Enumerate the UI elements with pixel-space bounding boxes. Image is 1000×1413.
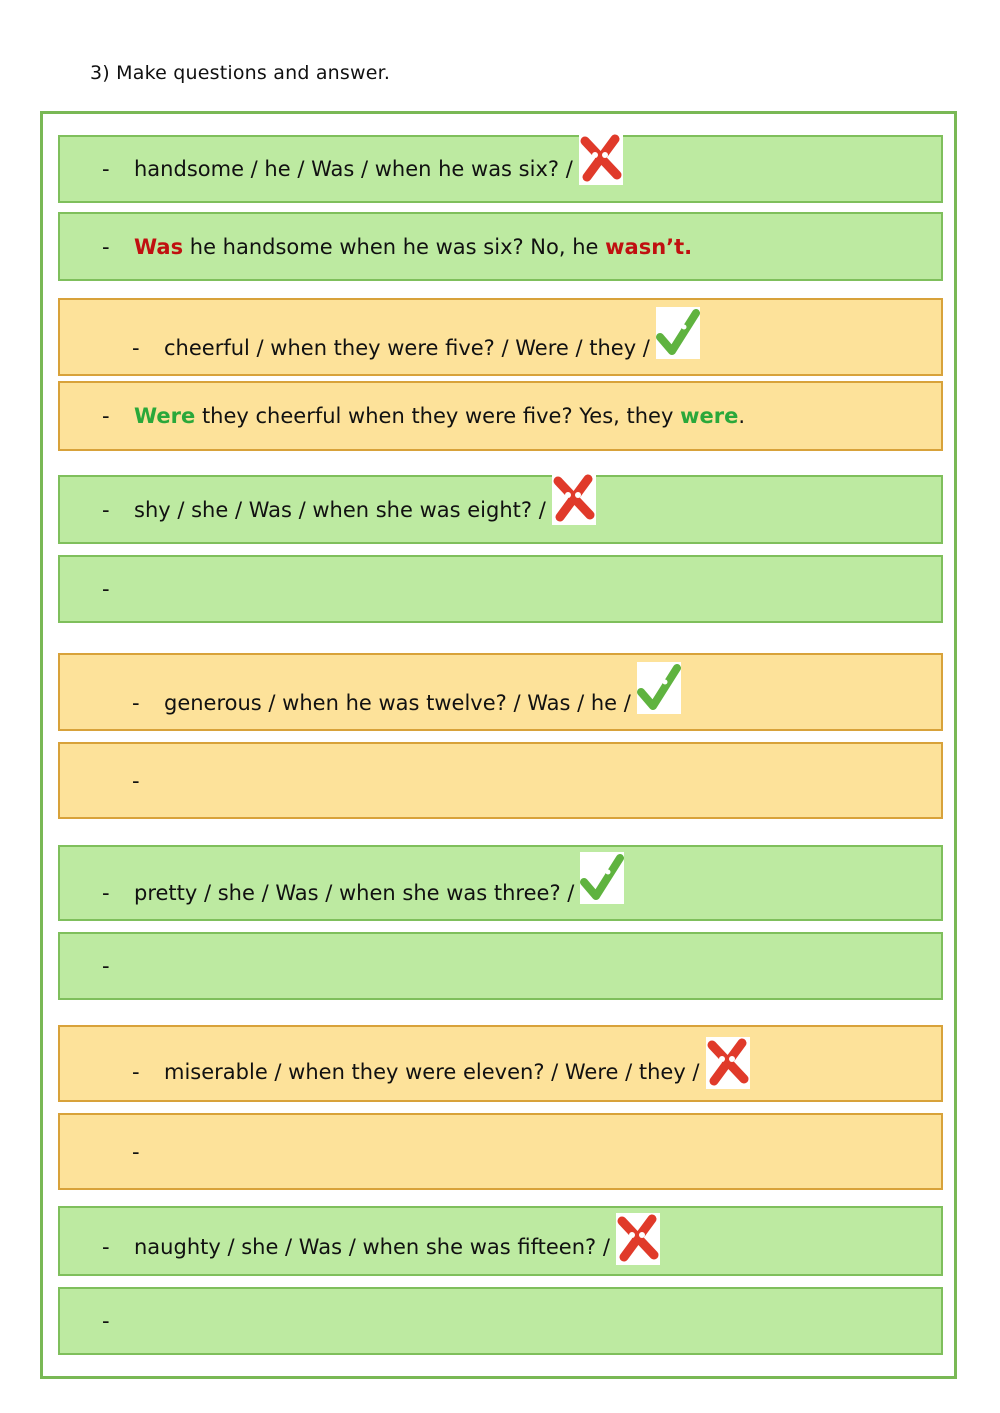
bullet-dash: - [132,1059,140,1084]
bullet-dash: - [132,691,140,715]
prompt-row-3 [58,475,943,544]
bullet-dash: - [102,1235,110,1259]
answer-short: were [680,404,739,428]
bullet-dash: - [132,336,140,360]
answer-row-4[interactable] [58,742,943,819]
bullet-dash: - [102,577,110,601]
bullet-dash: - [102,404,110,428]
prompt-text: shy / she / Was / when she was eight? / [134,497,546,522]
bullet-dash: - [132,768,140,793]
answer-middle: they cheerful when they were five? Yes, they [195,404,681,428]
prompt-row-6 [58,1025,943,1102]
prompt-text: naughty / she / Was / when she was fifteen? / [134,1235,610,1259]
bullet-dash: - [102,881,110,905]
prompt-row-2 [58,298,943,376]
bullet-dash: - [132,1139,140,1164]
answer-row-1 [58,212,943,281]
answer-row-6[interactable] [58,1113,943,1190]
cross-icon [706,1037,750,1089]
bullet-dash: - [102,954,110,978]
answer-row-5[interactable] [58,932,943,1000]
prompt-text: handsome / he / Was / when he was six? / [134,157,573,181]
answer-row-7[interactable] [58,1287,943,1355]
check-icon [656,307,700,359]
bullet-dash: - [102,157,110,181]
prompt-text: generous / when he was twelve? / Was / he / [164,691,631,715]
bullet-dash: - [102,1309,110,1333]
cross-icon [579,133,623,185]
answer-verb: Were [134,404,196,428]
cross-icon [616,1213,660,1265]
check-icon [580,852,624,904]
prompt-text: pretty / she / Was / when she was three? / [134,881,575,905]
answer-period: . [738,404,746,428]
answer-text [134,235,692,259]
cross-icon [552,473,596,525]
prompt-text: miserable / when they were eleven? / Were / they / [164,1059,700,1084]
answer-short: wasn’t. [605,234,693,259]
prompt-row-1 [58,135,943,203]
answer-verb: Was [134,234,184,259]
prompt-row-7 [58,1206,943,1276]
prompt-row-5 [58,845,943,921]
answer-middle: he handsome when he was six? No, he [183,234,606,259]
instruction: 3) Make questions and answer. [90,62,391,84]
answer-text [134,404,745,428]
prompt-text: cheerful / when they were five? / Were / they / [164,336,650,360]
prompt-row-4 [58,653,943,731]
answer-row-3[interactable] [58,555,943,623]
answer-row-2 [58,381,943,451]
bullet-dash: - [102,497,110,522]
check-icon [637,662,681,714]
bullet-dash: - [102,234,110,259]
